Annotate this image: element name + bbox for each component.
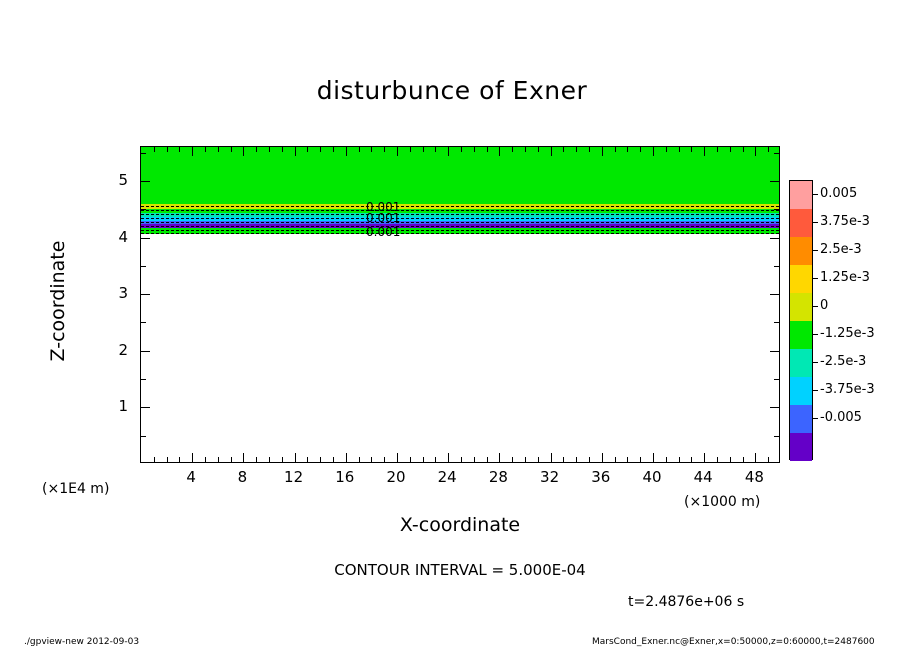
axis-tick bbox=[141, 266, 146, 267]
colorbar-tick bbox=[813, 306, 818, 307]
axis-tick bbox=[243, 453, 244, 462]
axis-tick bbox=[774, 153, 779, 154]
axis-tick bbox=[141, 351, 150, 352]
axis-tick bbox=[755, 453, 756, 462]
axis-tick bbox=[704, 453, 705, 462]
axis-tick bbox=[269, 457, 270, 462]
axis-tick bbox=[679, 147, 680, 152]
axis-tick bbox=[563, 457, 564, 462]
axis-tick bbox=[448, 453, 449, 462]
axis-tick bbox=[730, 457, 731, 462]
axis-tick bbox=[218, 457, 219, 462]
x-tick-label: 44 bbox=[693, 468, 713, 486]
y-tick-label: 3 bbox=[118, 284, 128, 303]
axis-tick bbox=[435, 457, 436, 462]
colorbar-tick-label: -3.75e-3 bbox=[820, 382, 875, 397]
axis-tick bbox=[774, 209, 779, 210]
axis-tick bbox=[704, 147, 705, 156]
axis-tick bbox=[179, 457, 180, 462]
axis-tick bbox=[768, 147, 769, 152]
colorbar-cell bbox=[790, 377, 812, 405]
axis-tick bbox=[770, 407, 779, 408]
axis-tick bbox=[320, 457, 321, 462]
axis-tick bbox=[640, 147, 641, 152]
y-tick-label: 4 bbox=[118, 227, 128, 246]
axis-tick bbox=[333, 147, 334, 152]
axis-tick bbox=[179, 147, 180, 152]
x-tick-label: 48 bbox=[744, 468, 764, 486]
colorbar-cell bbox=[790, 433, 812, 461]
axis-tick bbox=[192, 147, 193, 156]
axis-tick bbox=[141, 436, 146, 437]
axis-tick bbox=[770, 181, 779, 182]
axis-tick bbox=[154, 457, 155, 462]
axis-tick bbox=[474, 457, 475, 462]
axis-tick bbox=[666, 147, 667, 152]
axis-tick bbox=[461, 457, 462, 462]
axis-tick bbox=[346, 147, 347, 156]
axis-tick bbox=[231, 457, 232, 462]
axis-tick bbox=[774, 379, 779, 380]
axis-tick bbox=[730, 147, 731, 152]
axis-tick bbox=[474, 147, 475, 152]
axis-tick bbox=[359, 457, 360, 462]
axis-tick bbox=[743, 457, 744, 462]
x-tick-label: 12 bbox=[284, 468, 304, 486]
axis-tick bbox=[755, 147, 756, 156]
colorbar-tick bbox=[813, 390, 818, 391]
colorbar-tick-label: 0.005 bbox=[820, 186, 858, 201]
colorbar-tick-label: 1.25e-3 bbox=[820, 270, 870, 285]
axis-tick bbox=[589, 147, 590, 152]
axis-tick bbox=[141, 238, 150, 239]
axis-tick bbox=[384, 147, 385, 152]
axis-tick bbox=[282, 457, 283, 462]
axis-tick bbox=[563, 147, 564, 152]
colorbar-tick bbox=[813, 418, 818, 419]
footer-left-text: ./gpview-new 2012-09-03 bbox=[24, 637, 140, 647]
axis-tick bbox=[397, 453, 398, 462]
colorbar-cell bbox=[790, 265, 812, 293]
axis-tick bbox=[410, 457, 411, 462]
axis-tick bbox=[512, 457, 513, 462]
axis-tick bbox=[205, 457, 206, 462]
footer-right-text: MarsCond_Exner.nc@Exner,x=0:50000,z=0:60000,t=2487600 bbox=[592, 637, 875, 647]
axis-tick bbox=[282, 147, 283, 152]
axis-tick bbox=[141, 181, 150, 182]
axis-tick bbox=[256, 457, 257, 462]
colorbar-tick-label: -1.25e-3 bbox=[820, 326, 875, 341]
axis-tick bbox=[167, 457, 168, 462]
time-stamp-label: t=2.4876e+06 s bbox=[628, 594, 745, 610]
axis-tick bbox=[231, 147, 232, 152]
contour-value-label: 0.001 bbox=[366, 211, 401, 225]
x-tick-label: 8 bbox=[237, 468, 248, 486]
colorbar-tick bbox=[813, 362, 818, 363]
axis-tick bbox=[691, 457, 692, 462]
axis-tick bbox=[743, 147, 744, 152]
axis-tick bbox=[770, 351, 779, 352]
axis-tick bbox=[371, 147, 372, 152]
axis-tick bbox=[774, 436, 779, 437]
axis-tick bbox=[768, 457, 769, 462]
axis-tick bbox=[551, 453, 552, 462]
colorbar-tick-label: 0 bbox=[820, 298, 829, 313]
colorbar-tick bbox=[813, 222, 818, 223]
axis-tick bbox=[410, 147, 411, 152]
axis-tick bbox=[205, 147, 206, 152]
axis-tick bbox=[167, 147, 168, 152]
colorbar-cell bbox=[790, 237, 812, 265]
axis-tick bbox=[653, 453, 654, 462]
y-axis-unit: (×1E4 m) bbox=[42, 481, 110, 497]
axis-tick bbox=[141, 322, 146, 323]
axis-tick bbox=[679, 457, 680, 462]
x-tick-label: 20 bbox=[386, 468, 406, 486]
colorbar-tick-label: -0.005 bbox=[820, 410, 862, 425]
contour-interval-label: CONTOUR INTERVAL = 5.000E-04 bbox=[334, 561, 586, 579]
axis-tick bbox=[717, 457, 718, 462]
axis-tick bbox=[499, 147, 500, 156]
axis-tick bbox=[774, 266, 779, 267]
axis-tick bbox=[243, 147, 244, 156]
colorbar-tick bbox=[813, 278, 818, 279]
contour-value-label: 0.001 bbox=[366, 200, 401, 214]
colorbar-cell bbox=[790, 293, 812, 321]
axis-tick bbox=[640, 457, 641, 462]
axis-tick bbox=[461, 147, 462, 152]
colorbar-tick bbox=[813, 194, 818, 195]
axis-tick bbox=[576, 147, 577, 152]
x-axis-title: X-coordinate bbox=[399, 514, 521, 536]
axis-tick bbox=[448, 147, 449, 156]
axis-tick bbox=[538, 147, 539, 152]
axis-tick bbox=[551, 147, 552, 156]
axis-tick bbox=[615, 457, 616, 462]
colorbar-cell bbox=[790, 321, 812, 349]
axis-tick bbox=[538, 457, 539, 462]
axis-tick bbox=[295, 147, 296, 156]
axis-tick bbox=[359, 147, 360, 152]
page-title: disturbunce of Exner bbox=[316, 76, 588, 105]
x-tick-label: 28 bbox=[488, 468, 508, 486]
axis-tick bbox=[141, 153, 146, 154]
colorbar-cell bbox=[790, 349, 812, 377]
colorbar-tick-label: -2.5e-3 bbox=[820, 354, 867, 369]
axis-tick bbox=[269, 147, 270, 152]
axis-tick bbox=[627, 147, 628, 152]
y-tick-label: 1 bbox=[118, 397, 128, 416]
axis-tick bbox=[397, 147, 398, 156]
plot-area bbox=[140, 146, 780, 463]
axis-tick bbox=[256, 147, 257, 152]
colorbar-cell bbox=[790, 405, 812, 433]
axis-tick bbox=[346, 453, 347, 462]
axis-tick bbox=[141, 379, 146, 380]
axis-tick bbox=[295, 453, 296, 462]
colorbar bbox=[789, 180, 813, 460]
axis-tick bbox=[154, 147, 155, 152]
axis-tick bbox=[627, 457, 628, 462]
axis-tick bbox=[774, 322, 779, 323]
colorbar-tick-label: 2.5e-3 bbox=[820, 242, 862, 257]
axis-tick bbox=[307, 457, 308, 462]
axis-tick bbox=[525, 147, 526, 152]
field-band-zero bbox=[141, 147, 779, 204]
axis-tick bbox=[691, 147, 692, 152]
colorbar-cell bbox=[790, 181, 812, 209]
colorbar-tick bbox=[813, 250, 818, 251]
y-axis-title: Z-coordinate bbox=[47, 240, 69, 362]
axis-tick bbox=[141, 294, 150, 295]
axis-tick bbox=[141, 407, 150, 408]
contour-value-label: 0.001 bbox=[366, 225, 401, 239]
colorbar-tick bbox=[813, 334, 818, 335]
axis-tick bbox=[333, 457, 334, 462]
axis-tick bbox=[512, 147, 513, 152]
x-tick-label: 16 bbox=[335, 468, 355, 486]
x-tick-label: 24 bbox=[437, 468, 457, 486]
axis-tick bbox=[666, 457, 667, 462]
axis-tick bbox=[307, 147, 308, 152]
axis-tick bbox=[192, 453, 193, 462]
axis-tick bbox=[384, 457, 385, 462]
axis-tick bbox=[487, 457, 488, 462]
axis-tick bbox=[487, 147, 488, 152]
axis-tick bbox=[435, 147, 436, 152]
x-tick-label: 40 bbox=[642, 468, 662, 486]
axis-tick bbox=[602, 147, 603, 156]
x-tick-label: 4 bbox=[186, 468, 196, 486]
field-band-layered bbox=[141, 204, 779, 234]
x-tick-label: 32 bbox=[540, 468, 560, 486]
x-tick-label: 36 bbox=[591, 468, 611, 486]
y-tick-label: 5 bbox=[118, 170, 128, 189]
axis-tick bbox=[770, 238, 779, 239]
axis-tick bbox=[602, 453, 603, 462]
axis-tick bbox=[717, 147, 718, 152]
axis-tick bbox=[653, 147, 654, 156]
axis-tick bbox=[423, 457, 424, 462]
axis-tick bbox=[615, 147, 616, 152]
y-tick-label: 2 bbox=[118, 340, 128, 359]
axis-tick bbox=[576, 457, 577, 462]
axis-tick bbox=[218, 147, 219, 152]
axis-tick bbox=[525, 457, 526, 462]
axis-tick bbox=[499, 453, 500, 462]
axis-tick bbox=[320, 147, 321, 152]
colorbar-cell bbox=[790, 209, 812, 237]
x-axis-unit: (×1000 m) bbox=[684, 494, 761, 510]
axis-tick bbox=[589, 457, 590, 462]
axis-tick bbox=[423, 147, 424, 152]
colorbar-tick-label: 3.75e-3 bbox=[820, 214, 870, 229]
axis-tick bbox=[141, 209, 146, 210]
axis-tick bbox=[770, 294, 779, 295]
axis-tick bbox=[371, 457, 372, 462]
